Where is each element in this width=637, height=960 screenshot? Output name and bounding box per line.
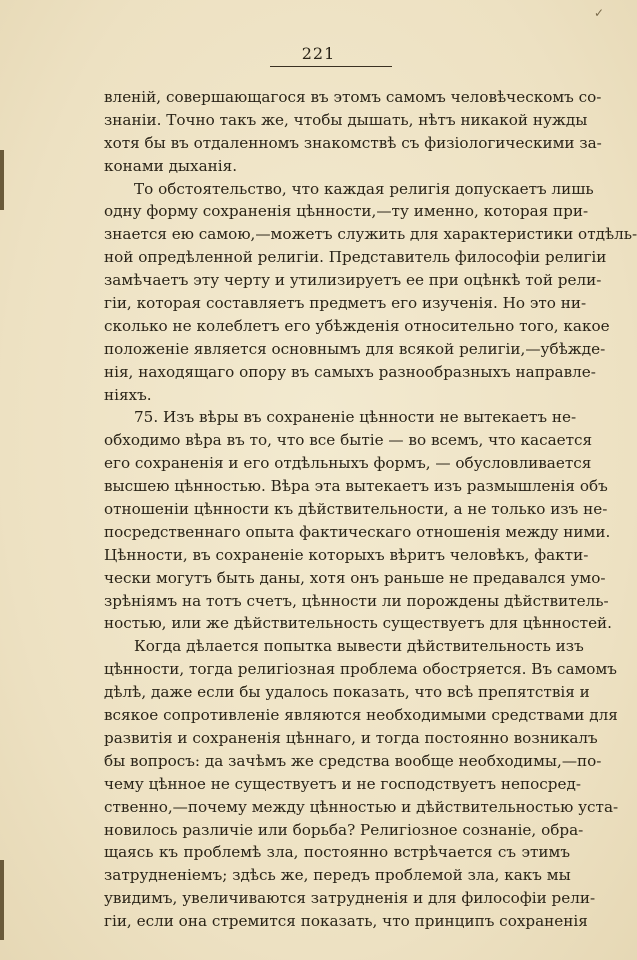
text-line: развитія и сохраненія цѣннаго, и тогда постоянно возникалъ bbox=[104, 728, 598, 747]
binding-edge-lower bbox=[0, 860, 4, 940]
binding-edge bbox=[0, 150, 4, 210]
text-line: посредственнаго опыта фактическаго отношенія между ними. bbox=[104, 522, 611, 541]
text-line: хотя бы въ отдаленномъ знакомствѣ съ физіологическими за- bbox=[104, 133, 602, 152]
text-line: ностью, или же дѣйствительность существуетъ для цѣнностей. bbox=[104, 614, 613, 633]
text-line: его сохраненія и его отдѣльныхъ формъ, — обусловливается bbox=[104, 454, 592, 473]
text-line: отношеніи цѣнности къ дѣйствительности, а не только изъ не- bbox=[104, 500, 608, 519]
text-line: ственно,—почему между цѣнностью и дѣйствительностью уста- bbox=[104, 797, 619, 816]
text-line: чески могутъ быть даны, хотя онъ раньше не предавался умо- bbox=[104, 568, 606, 587]
text-line: зрѣніямъ на тотъ счетъ, цѣнности ли порождены дѣйствитель- bbox=[104, 591, 609, 610]
text-line: вленій, совершающагося въ этомъ самомъ человѣческомъ со- bbox=[104, 88, 602, 106]
text-line: Цѣнности, въ сохраненіе которыхъ вѣритъ человѣкъ, факти- bbox=[104, 545, 589, 564]
text-line: ной опредѣленной религіи. Представитель философіи религіи bbox=[104, 248, 607, 267]
text-line: одну форму сохраненія цѣнности,—ту именно, которая при- bbox=[104, 202, 589, 221]
body-text bbox=[104, 86, 637, 933]
text-line: знаніи. Точно такъ же, чтобы дышать, нѣтъ никакой нужды bbox=[104, 110, 588, 129]
corner-mark: ✓ bbox=[594, 6, 605, 20]
text-line: новилось различіе или борьба? Религіозное сознаніе, обра- bbox=[104, 820, 584, 839]
text-line: чему цѣнное не существуетъ и не господствуетъ непосред- bbox=[104, 774, 581, 793]
text-line: дѣлѣ, даже если бы удалось показать, что всѣ препятствія и bbox=[104, 683, 590, 702]
text-line: гіи, если она стремится показать, что принципъ сохраненія bbox=[104, 912, 588, 931]
text-line: всякое сопротивленіе являются необходимыми средствами для bbox=[104, 706, 618, 725]
text-line: высшею цѣнностью. Вѣра эта вытекаетъ изъ размышленія объ bbox=[104, 477, 608, 496]
text-line: увидимъ, увеличиваются затрудненія и для философіи рели- bbox=[104, 889, 596, 908]
text-line: замѣчаетъ эту черту и утилизируетъ ее при оцѣнкѣ той рели- bbox=[104, 271, 602, 290]
text-line: положеніе является основнымъ для всякой религіи,—убѣжде- bbox=[104, 339, 606, 358]
text-line: щаясь къ проблемѣ зла, постоянно встрѣчается съ этимъ bbox=[104, 843, 570, 862]
text-line: гіи, которая составляетъ предметъ его изученія. Но это ни- bbox=[104, 294, 587, 313]
page-number: 221 bbox=[301, 44, 336, 63]
text-line: знается ею самою,—можетъ служить для характеристики отдѣль- bbox=[104, 225, 637, 244]
text-line: затрудненіемъ; здѣсь же, передъ проблемой зла, какъ мы bbox=[104, 866, 571, 885]
text-line: цѣнности, тогда религіозная проблема обостряется. Въ самомъ bbox=[104, 660, 617, 679]
text-line: сколько не колеблетъ его убѣжденія относительно того, какое bbox=[104, 316, 610, 335]
header-rule bbox=[270, 66, 392, 67]
page-header bbox=[0, 44, 637, 65]
text-line: То обстоятельство, что каждая религія допускаетъ лишь bbox=[134, 179, 594, 198]
text-line: 75. Изъ вѣры въ сохраненіе цѣнности не вытекаетъ не- bbox=[134, 408, 577, 427]
text-line: нія, находящаго опору въ самыхъ разнообразныхъ направле- bbox=[104, 362, 596, 381]
text-line: Когда дѣлается попытка вывести дѣйствительность изъ bbox=[134, 637, 584, 656]
text-line: ніяхъ. bbox=[104, 385, 152, 404]
text-line: конами дыханія. bbox=[104, 156, 238, 175]
text-line: бы вопросъ: да зачѣмъ же средства вообще необходимы,—по- bbox=[104, 751, 602, 770]
text-line: обходимо вѣра въ то, что все бытіе — во всемъ, что касается bbox=[104, 431, 593, 450]
